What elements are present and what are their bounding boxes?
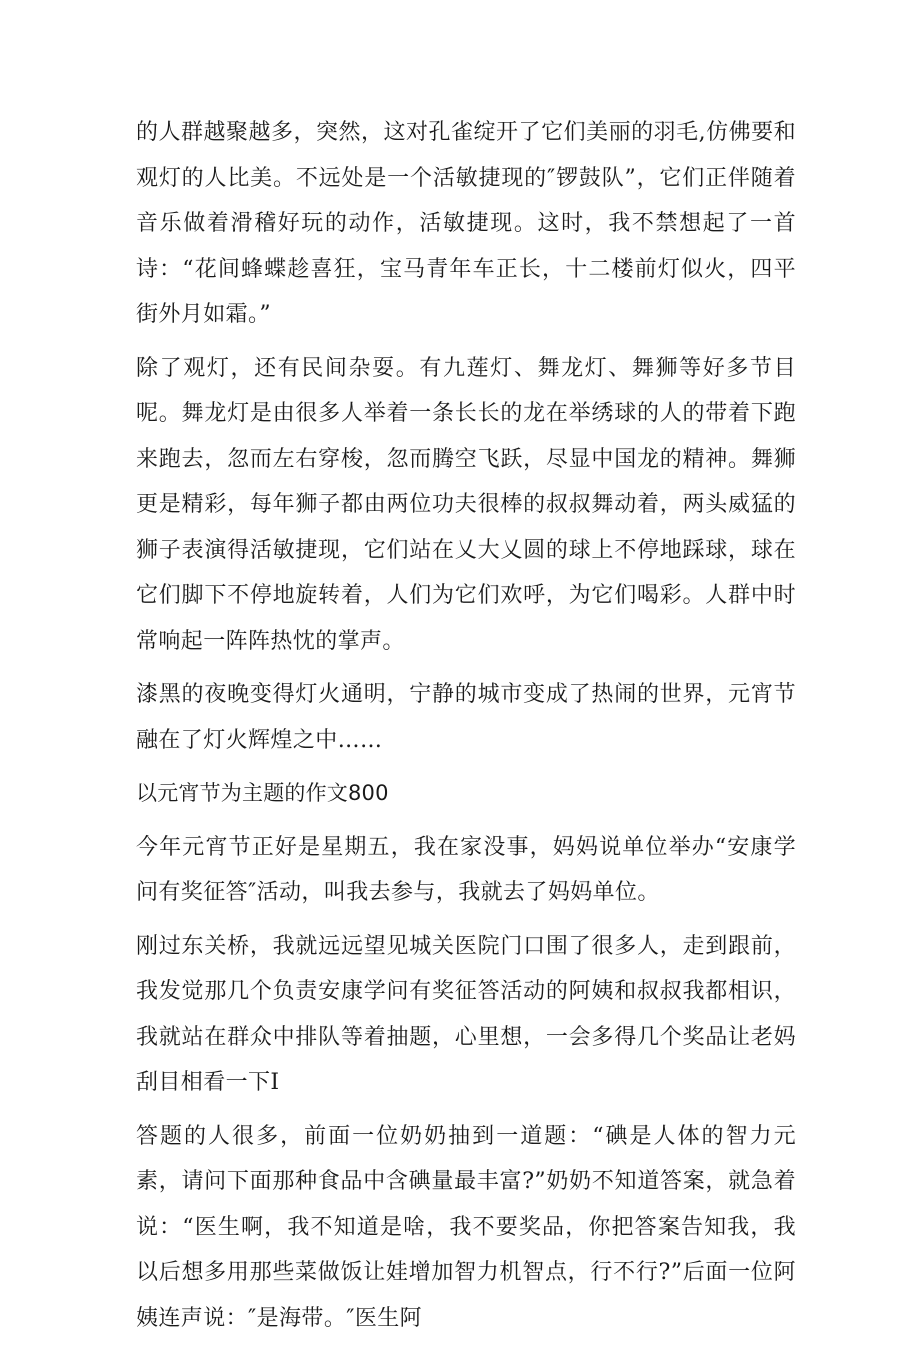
- paragraph-folk-performances: 除了观灯，还有民间杂耍。有九莲灯、舞龙灯、舞狮等好多节目呢。舞龙灯是由很多人举着一条长长的龙在举绣球的人的带着下跑来跑去，忽而左右穿梭，忽而腾空飞跃，尽显中国龙的精神。舞狮更是精彩，每年狮子都由两位功夫很棒的叔叔舞动着，两头威猛的狮子表演得活敏捷现，它们站在乂大乂圆的球上不停地踩球，球在它们脚下不停地旋转着，人们为它们欢呼，为它们喝彩。人群中时常响起一阵阵热忱的掌声。: [136, 355, 796, 654]
- paragraph-dongguan-bridge: 刚过东关桥，我就远远望见城关医院门口围了很多人，走到跟前，我发觉那几个负责安康学问有奖征答活动的阿姨和叔叔我都相识，我就站在群众中排队等着抽题，心里想，一会多得几个奖品让老妈刮目相看一下I: [136, 933, 796, 1095]
- paragraph-quiz-answering: 答题的人很多，前面一位奶奶抽到一道题：“碘是人体的智力元素，请问下面那种食品中含碘量最丰富?”奶奶不知道答案，就急着说：“医生啊，我不知道是啥，我不要奖品，你把答案告知我，我以后想多用那些菜做饭让娃增加智力机智点，行不行?”后面一位阿姨连声说：″是海带。″医生阿: [136, 1123, 796, 1331]
- paragraph-peacock-lantern: 的人群越聚越多，突然，这对孔雀绽开了它们美丽的羽毛,仿佛要和观灯的人比美。不远处是一个活敏捷现的″锣鼓队”，它们正伴随着音乐做着滑稽好玩的动作，活敏捷现。这时，我不禁想起了一首诗：“花间蜂蝶趁喜狂，宝马青年车正长，十二楼前灯似火，四平街外月如霜。”: [136, 120, 796, 327]
- paragraph-lantern-festival-friday: 今年元宵节正好是星期五，我在家没事，妈妈说单位举办“安康学问有奖征答″活动，叫我去参与，我就去了妈妈单位。: [136, 834, 796, 905]
- document-body: [136, 110, 796, 1349]
- essay-heading: 以元宵节为主题的作文800: [136, 781, 389, 805]
- paragraph-night-lights: 漆黑的夜晚变得灯火通明，宁静的城市变成了热闹的世界，元宵节融在了灯火辉煌之中……: [136, 682, 796, 753]
